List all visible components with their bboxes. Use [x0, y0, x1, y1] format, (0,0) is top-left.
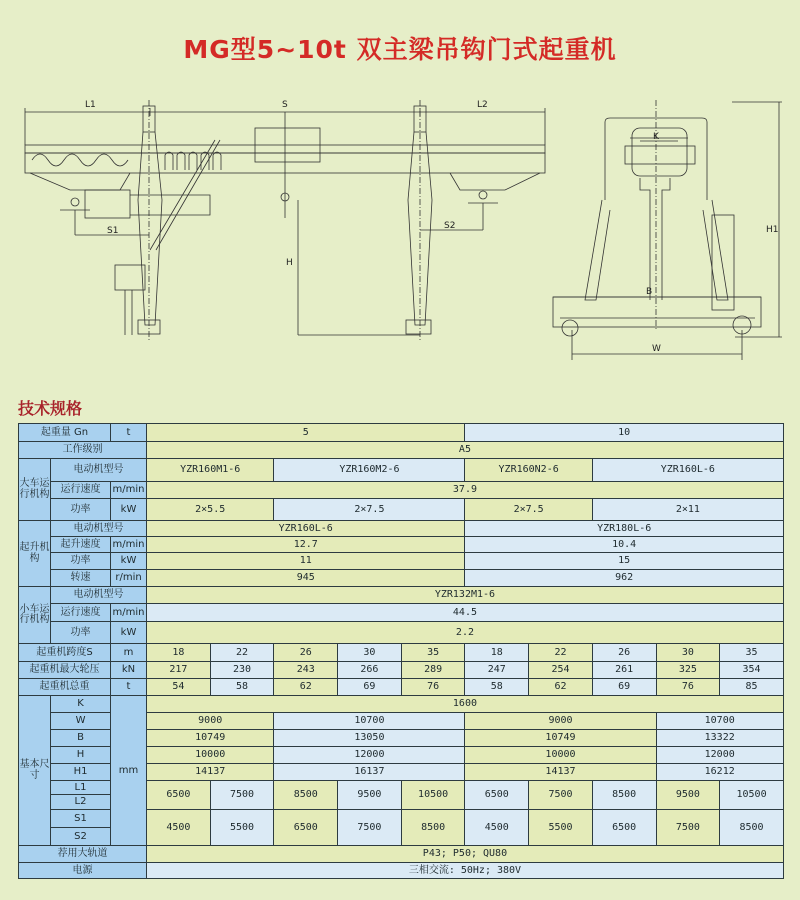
- row-header-cell: 起重量 Gn: [19, 424, 111, 442]
- value-cell: 4500: [147, 810, 211, 846]
- value-cell: 6500: [592, 810, 656, 846]
- value-cell: 9000: [465, 713, 656, 730]
- value-cell: 5500: [529, 810, 593, 846]
- value-cell: 289: [401, 662, 465, 679]
- value-cell: 18: [147, 644, 211, 662]
- value-cell: 261: [592, 662, 656, 679]
- value-cell: 10: [465, 424, 783, 442]
- value-cell: 58: [210, 679, 274, 696]
- row-header-cell: m: [111, 644, 147, 662]
- dim-label-l2: L2: [477, 100, 488, 110]
- table-row: [19, 499, 784, 521]
- row-header-cell: K: [51, 696, 111, 713]
- row-header-cell: S1: [51, 810, 111, 828]
- dim-label-h: H: [286, 258, 293, 268]
- value-cell: 54: [147, 679, 211, 696]
- table-row: [19, 644, 784, 662]
- row-header-cell: 小车运行机构: [19, 587, 51, 644]
- dim-label-k: K: [653, 132, 659, 142]
- row-header-cell: L1: [51, 781, 111, 795]
- table-row: [19, 622, 784, 644]
- value-cell: 76: [656, 679, 720, 696]
- value-cell: 7500: [656, 810, 720, 846]
- value-cell: 243: [274, 662, 338, 679]
- value-cell: YZR132M1-6: [147, 587, 784, 604]
- row-header-cell: 大车运行机构: [19, 459, 51, 521]
- value-cell: 85: [720, 679, 784, 696]
- value-cell: 2×5.5: [147, 499, 274, 521]
- value-cell: 11: [147, 553, 465, 570]
- value-cell: 10000: [465, 747, 656, 764]
- row-header-cell: W: [51, 713, 111, 730]
- value-cell: 7500: [210, 781, 274, 810]
- table-row: [19, 662, 784, 679]
- value-cell: 6500: [147, 781, 211, 810]
- row-header-cell: 基本尺寸: [19, 696, 51, 846]
- table-row: [19, 863, 784, 879]
- value-cell: 10700: [274, 713, 465, 730]
- table-row: [19, 459, 784, 482]
- spec-table: [18, 423, 784, 879]
- value-cell: 354: [720, 662, 784, 679]
- table-row: [19, 424, 784, 442]
- value-cell: 6500: [465, 781, 529, 810]
- value-cell: 69: [338, 679, 402, 696]
- value-cell: 30: [338, 644, 402, 662]
- value-cell: 7500: [338, 810, 402, 846]
- value-cell: 10749: [465, 730, 656, 747]
- value-cell: 35: [401, 644, 465, 662]
- dim-label-h1: H1: [766, 225, 779, 235]
- row-header-cell: m/min: [111, 604, 147, 622]
- value-cell: 14137: [465, 764, 656, 781]
- row-header-cell: 电动机型号: [51, 587, 147, 604]
- value-cell: 8500: [274, 781, 338, 810]
- page-title: MG型5~10t 双主梁吊钩门式起重机: [183, 35, 617, 64]
- dim-label-s2: S2: [444, 221, 456, 231]
- row-header-cell: t: [111, 424, 147, 442]
- table-row: [19, 442, 784, 459]
- value-cell: 9500: [338, 781, 402, 810]
- value-cell: 26: [592, 644, 656, 662]
- value-cell: 217: [147, 662, 211, 679]
- value-cell: 10500: [720, 781, 784, 810]
- value-cell: 230: [210, 662, 274, 679]
- row-header-cell: H: [51, 747, 111, 764]
- row-header-cell: 工作级别: [19, 442, 147, 459]
- value-cell: 16212: [656, 764, 783, 781]
- row-header-cell: 转速: [51, 570, 111, 587]
- value-cell: 12.7: [147, 537, 465, 553]
- dim-label-l1: L1: [85, 100, 96, 110]
- value-cell: 10.4: [465, 537, 783, 553]
- dim-label-w: W: [652, 344, 661, 354]
- table-row: [19, 482, 784, 499]
- value-cell: 22: [529, 644, 593, 662]
- value-cell: 13050: [274, 730, 465, 747]
- value-cell: 8500: [720, 810, 784, 846]
- value-cell: 10000: [147, 747, 274, 764]
- value-cell: 14137: [147, 764, 274, 781]
- row-header-cell: kW: [111, 499, 147, 521]
- value-cell: 325: [656, 662, 720, 679]
- value-cell: YZR160N2-6: [465, 459, 592, 482]
- value-cell: 1600: [147, 696, 784, 713]
- value-cell: 254: [529, 662, 593, 679]
- row-header-cell: 功率: [51, 499, 111, 521]
- value-cell: A5: [147, 442, 784, 459]
- row-header-cell: 电动机型号: [51, 521, 147, 537]
- value-cell: 10749: [147, 730, 274, 747]
- end-view: [553, 100, 782, 360]
- section-title: 技术规格: [18, 399, 83, 418]
- row-header-cell: H1: [51, 764, 111, 781]
- value-cell: YZR180L-6: [465, 521, 783, 537]
- value-cell: 62: [274, 679, 338, 696]
- row-header-cell: m/min: [111, 537, 147, 553]
- row-header-cell: m/min: [111, 482, 147, 499]
- value-cell: 5: [147, 424, 465, 442]
- value-cell: 37.9: [147, 482, 784, 499]
- row-header-cell: L2: [51, 795, 111, 810]
- value-cell: 三相交流: 50Hz; 380V: [147, 863, 784, 879]
- value-cell: 76: [401, 679, 465, 696]
- value-cell: YZR160L-6: [592, 459, 783, 482]
- row-header-cell: mm: [111, 696, 147, 846]
- row-header-cell: 电源: [19, 863, 147, 879]
- value-cell: 22: [210, 644, 274, 662]
- value-cell: 4500: [465, 810, 529, 846]
- value-cell: 12000: [274, 747, 465, 764]
- row-header-cell: kW: [111, 622, 147, 644]
- table-row: [19, 696, 784, 713]
- value-cell: 2×11: [592, 499, 783, 521]
- value-cell: 2.2: [147, 622, 784, 644]
- value-cell: 9500: [656, 781, 720, 810]
- row-header-cell: 起升速度: [51, 537, 111, 553]
- row-header-cell: 荐用大轨道: [19, 846, 147, 863]
- value-cell: 7500: [529, 781, 593, 810]
- row-header-cell: 功率: [51, 553, 111, 570]
- value-cell: 247: [465, 662, 529, 679]
- value-cell: 9000: [147, 713, 274, 730]
- value-cell: 69: [592, 679, 656, 696]
- value-cell: 8500: [401, 810, 465, 846]
- row-header-cell: 运行速度: [51, 482, 111, 499]
- value-cell: P43; P50; QU80: [147, 846, 784, 863]
- table-row: [19, 679, 784, 696]
- row-header-cell: 起重机总重: [19, 679, 111, 696]
- value-cell: 2×7.5: [274, 499, 465, 521]
- value-cell: 26: [274, 644, 338, 662]
- value-cell: YZR160M1-6: [147, 459, 274, 482]
- dim-label-s: S: [282, 100, 288, 110]
- row-header-cell: r/min: [111, 570, 147, 587]
- value-cell: 2×7.5: [465, 499, 592, 521]
- row-header-cell: kW: [111, 553, 147, 570]
- value-cell: 15: [465, 553, 783, 570]
- value-cell: 13322: [656, 730, 783, 747]
- side-view: [25, 100, 545, 342]
- row-header-cell: 运行速度: [51, 604, 111, 622]
- value-cell: 10500: [401, 781, 465, 810]
- value-cell: 62: [529, 679, 593, 696]
- row-header-cell: 起重机最大轮压: [19, 662, 111, 679]
- table-row: [19, 604, 784, 622]
- row-header-cell: 起重机跨度S: [19, 644, 111, 662]
- value-cell: 10700: [656, 713, 783, 730]
- value-cell: 945: [147, 570, 465, 587]
- value-cell: 5500: [210, 810, 274, 846]
- table-row: [19, 846, 784, 863]
- table-row: [19, 587, 784, 604]
- value-cell: 12000: [656, 747, 783, 764]
- value-cell: 266: [338, 662, 402, 679]
- row-header-cell: 功率: [51, 622, 111, 644]
- row-header-cell: B: [51, 730, 111, 747]
- crane-drawing: [0, 90, 800, 380]
- row-header-cell: 起升机构: [19, 521, 51, 587]
- value-cell: 8500: [592, 781, 656, 810]
- row-header-cell: kN: [111, 662, 147, 679]
- value-cell: YZR160L-6: [147, 521, 465, 537]
- row-header-cell: S2: [51, 828, 111, 846]
- value-cell: 18: [465, 644, 529, 662]
- value-cell: 30: [656, 644, 720, 662]
- value-cell: 35: [720, 644, 784, 662]
- row-header-cell: t: [111, 679, 147, 696]
- row-header-cell: 电动机型号: [51, 459, 147, 482]
- value-cell: 962: [465, 570, 783, 587]
- table-row: [19, 521, 784, 537]
- value-cell: 16137: [274, 764, 465, 781]
- table-row: [19, 537, 784, 553]
- value-cell: 44.5: [147, 604, 784, 622]
- value-cell: 6500: [274, 810, 338, 846]
- table-row: [19, 553, 784, 570]
- dim-label-s1: S1: [107, 226, 119, 236]
- value-cell: 58: [465, 679, 529, 696]
- value-cell: YZR160M2-6: [274, 459, 465, 482]
- table-row: [19, 570, 784, 587]
- dim-label-b: B: [646, 287, 653, 297]
